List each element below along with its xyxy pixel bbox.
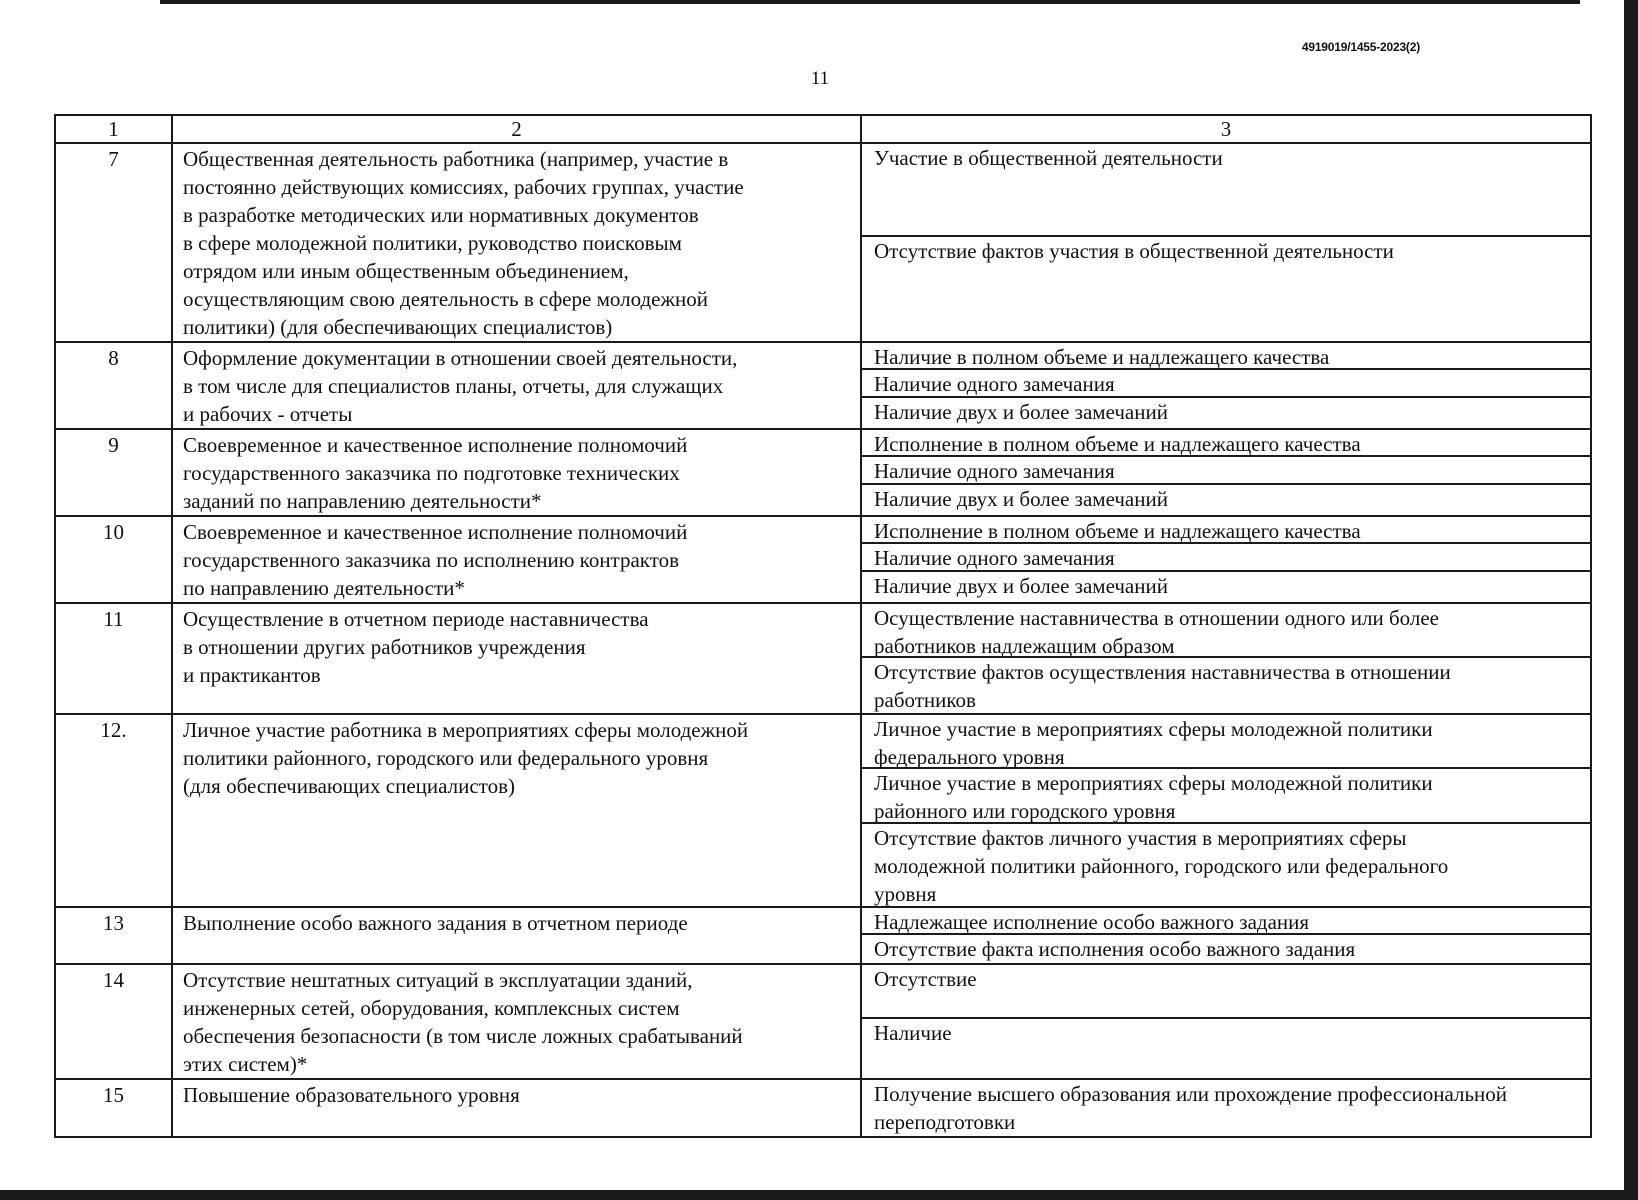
row-number-cell [55, 1079, 172, 1137]
evaluation-option: Отсутствие фактов участия в общественной деятельности [874, 239, 1394, 263]
evaluation-option: Наличие [874, 1021, 952, 1045]
table-row [55, 907, 1591, 964]
evaluation-values [861, 516, 1591, 603]
evaluation-option: Отсутствие факта исполнения особо важного задания [874, 937, 1356, 961]
row-number-cell [55, 964, 172, 1079]
row-number: 13 [103, 911, 124, 935]
evaluation-option: Наличие двух и более замечаний [874, 400, 1168, 424]
table-row [55, 964, 1591, 1079]
table-row [55, 603, 1591, 714]
evaluation-option: Наличие в полном объеме и надлежащего качества [862, 343, 1590, 370]
page-number: 11 [810, 68, 830, 89]
table-row [55, 429, 1591, 516]
evaluation-option: Наличие двух и более замечаний [874, 574, 1168, 598]
evaluation-values [861, 342, 1591, 429]
column-number-3: 3 [861, 115, 1591, 143]
evaluation-option: Отсутствие фактов личного участия в мероприятиях сферы молодежной политики районного, городского или федерального уровня [874, 826, 1449, 906]
evaluation-option: Исполнение в полном объеме и надлежащего качества [862, 517, 1590, 544]
table-row [55, 143, 1591, 342]
evaluation-values [861, 429, 1591, 516]
row-number-cell [55, 516, 172, 603]
column-number-row [55, 115, 1591, 143]
criterion-text: Осуществление в отчетном периоде наставничества в отношении других работников учреждения и практикантов [172, 603, 861, 714]
evaluation-option: Отсутствие фактов осуществления наставничества в отношении работников [874, 660, 1451, 712]
criterion-text: Общественная деятельность работника (например, участие в постоянно действующих комиссиях, рабочих группах, участие в разработке методических или нормативных документов в сфере молодежной политики, руководство поисковым отрядом или иным общественным объединением, осуществляющим свою деятельность в сфере молодежной политики) (для обеспечивающих специалистов) [172, 143, 861, 342]
table-row [55, 516, 1591, 603]
row-number-cell [55, 143, 172, 342]
criterion-text: Выполнение особо важного задания в отчетном периоде [172, 907, 861, 964]
evaluation-option: Наличие одного замечания [862, 457, 1590, 485]
criteria-table [54, 114, 1592, 1138]
scan-edge-bottom [0, 1190, 1638, 1200]
row-number: 7 [108, 147, 119, 171]
row-number-cell [55, 429, 172, 516]
row-number-cell [55, 342, 172, 429]
evaluation-values [861, 603, 1591, 714]
row-number-cell [55, 907, 172, 964]
evaluation-values [861, 714, 1591, 907]
table-row [55, 342, 1591, 429]
evaluation-option: Получение высшего образования или прохождение профессиональной переподготовки [874, 1082, 1508, 1134]
criterion-text: Оформление документации в отношении своей деятельности, в том числе для специалистов планы, отчеты, для служащих и рабочих - отчеты [172, 342, 861, 429]
criterion-text: Отсутствие нештатных ситуаций в эксплуатации зданий, инженерных сетей, оборудования, комплексных систем обеспечения безопасности (в том числе ложных срабатываний этих систем)* [172, 964, 861, 1079]
row-number: 10 [103, 520, 124, 544]
evaluation-option: Отсутствие [862, 965, 1590, 1019]
row-number: 8 [108, 346, 119, 370]
evaluation-option: Исполнение в полном объеме и надлежащего качества [862, 430, 1590, 457]
evaluation-option: Участие в общественной деятельности [862, 144, 1590, 237]
evaluation-values [861, 907, 1591, 964]
document-number: 4919019/1455-2023(2) [1301, 40, 1420, 54]
table-row [55, 714, 1591, 907]
column-number-2: 2 [172, 115, 861, 143]
row-number: 11 [103, 607, 124, 631]
evaluation-values [861, 143, 1591, 342]
criterion-text: Повышение образовательного уровня [172, 1079, 861, 1137]
evaluation-option: Наличие двух и более замечаний [874, 487, 1168, 511]
evaluation-option: Наличие одного замечания [862, 370, 1590, 398]
column-number-1: 1 [55, 115, 172, 143]
row-number: 14 [103, 968, 124, 992]
scan-edge-right [1624, 0, 1638, 1200]
scan-edge-top [160, 0, 1580, 4]
evaluation-values [861, 964, 1591, 1079]
row-number-cell [55, 603, 172, 714]
criterion-text: Личное участие работника в мероприятиях сферы молодежной политики районного, городского или федерального уровня (для обеспечивающих специалистов) [172, 714, 861, 907]
evaluation-option: Личное участие в мероприятиях сферы молодежной политики федерального уровня [862, 715, 1590, 769]
row-number: 12. [100, 718, 127, 742]
evaluation-option: Осуществление наставничества в отношении одного или более работников надлежащим образом [862, 604, 1590, 658]
row-number: 9 [108, 433, 119, 457]
criterion-text: Своевременное и качественное исполнение полномочий государственного заказчика по исполнению контрактов по направлению деятельности* [172, 516, 861, 603]
evaluation-option: Наличие одного замечания [862, 544, 1590, 572]
evaluation-option: Личное участие в мероприятиях сферы молодежной политики районного или городского уровня [862, 769, 1590, 824]
evaluation-values [861, 1079, 1591, 1137]
table-row [55, 1079, 1591, 1137]
criterion-text: Своевременное и качественное исполнение полномочий государственного заказчика по подготовке технических заданий по направлению деятельности* [172, 429, 861, 516]
evaluation-option: Надлежащее исполнение особо важного задания [862, 908, 1590, 935]
row-number: 15 [103, 1083, 124, 1107]
row-number-cell [55, 714, 172, 907]
